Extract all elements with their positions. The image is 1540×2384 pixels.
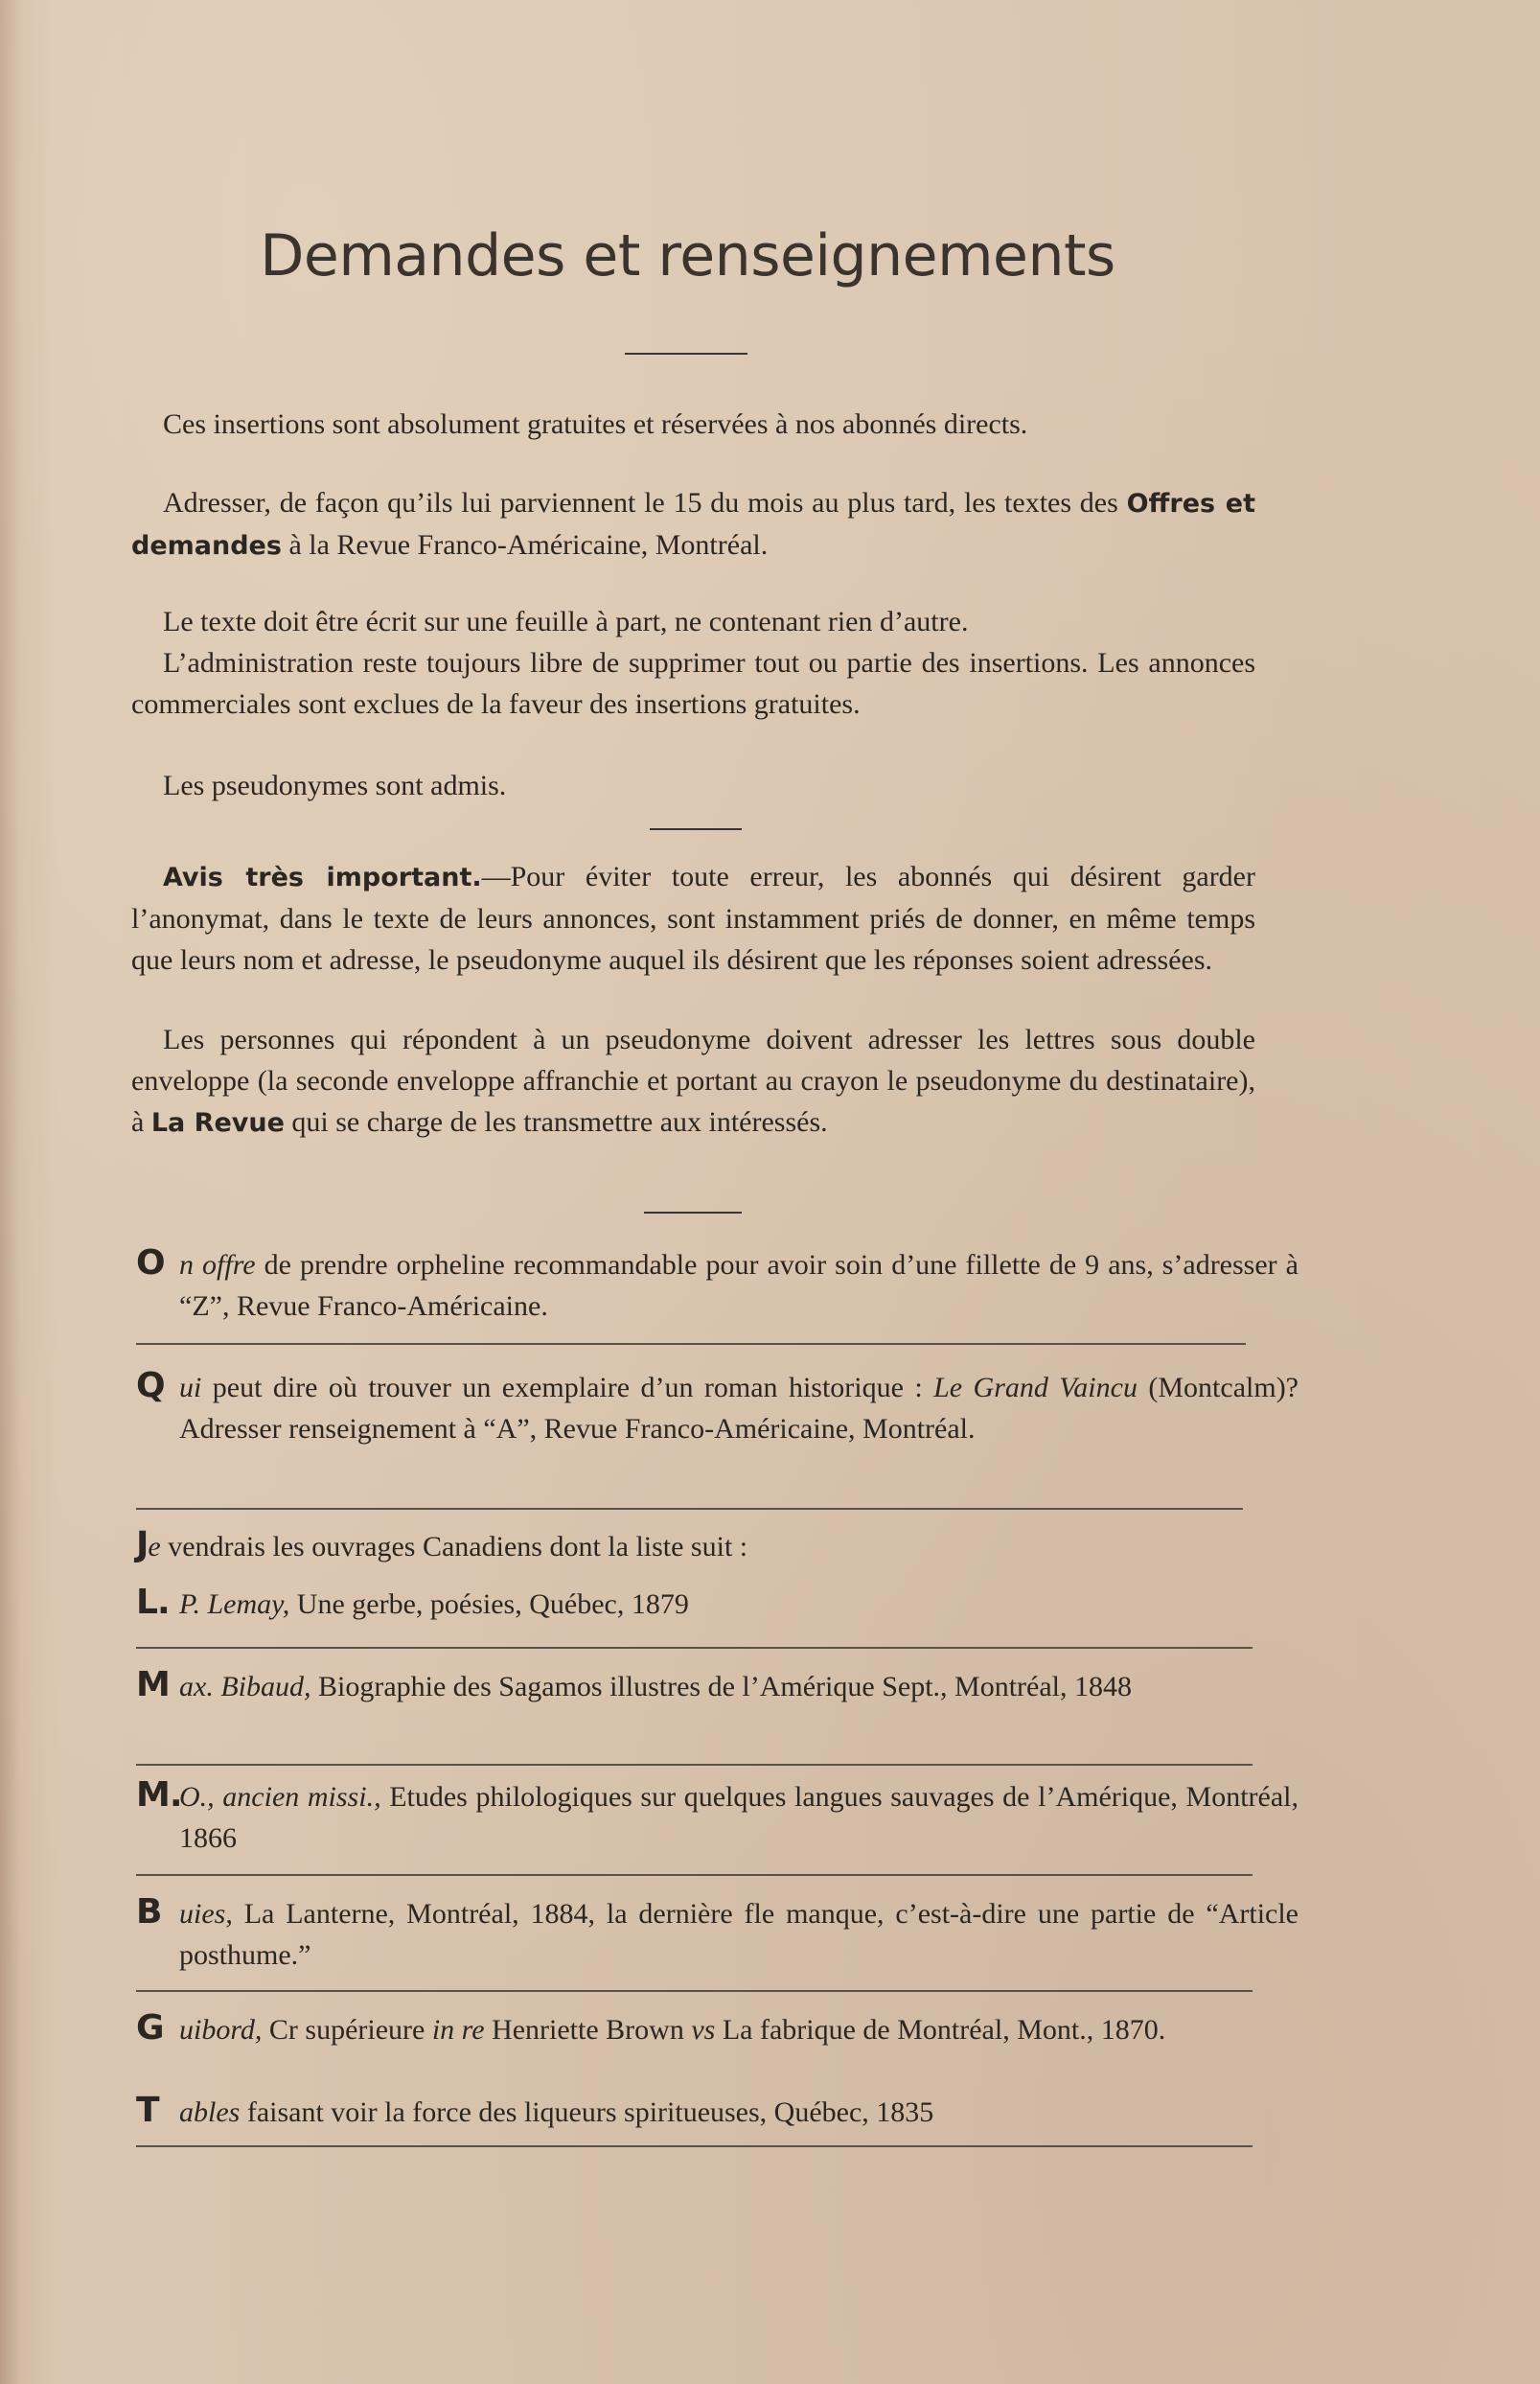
intro-paragraph-2 xyxy=(131,482,1255,567)
book-text: La Lanterne, Montréal, 1884, la dernière fle manque, c’est-à-dire une partie de “Article posthume.” xyxy=(179,1898,1299,1971)
book-title-italic: Le Grand Vaincu xyxy=(933,1372,1138,1403)
book-text: Etudes philologiques sur quelques langues sauvages de l’Amérique, Montréal, 1866 xyxy=(179,1781,1299,1854)
section-divider-2 xyxy=(644,1212,742,1214)
book-item-guibord xyxy=(136,2007,1299,2050)
author-italic: ables xyxy=(179,2096,241,2128)
book-item-bibaud xyxy=(136,1664,1299,1707)
intro-text-2b: à la Revue Franco-Américaine, Montréal. xyxy=(281,529,769,561)
drop-cap: O xyxy=(136,1243,165,1283)
drop-cap: T xyxy=(136,2091,159,2130)
book-item-tables xyxy=(136,2090,1299,2133)
ad-text: vendrais les ouvrages Canadiens dont la liste suit : xyxy=(160,1531,748,1562)
ad-lead-italic: ui xyxy=(179,1372,202,1403)
intro-paragraph-5 xyxy=(131,765,1255,806)
ad-lead-italic: e xyxy=(148,1531,161,1562)
intro-text-5: Les pseudonymes sont admis. xyxy=(163,770,507,801)
book-text: La fabrique de Montréal, Mont., 1870. xyxy=(715,2014,1166,2046)
book-text: Cr supérieure xyxy=(262,2014,432,2046)
ad-lead-italic: n offre xyxy=(179,1249,256,1281)
final-divider xyxy=(136,2145,1253,2147)
book-text: Une gerbe, poésies, Québec, 1879 xyxy=(289,1588,689,1620)
book-text: Biographie des Sagamos illustres de l’Amérique Sept., Montréal, 1848 xyxy=(310,1671,1132,1702)
offres-demandes-label: Offres et demandes xyxy=(131,489,1255,561)
drop-cap: L. xyxy=(136,1583,170,1622)
book-item-buies xyxy=(136,1891,1299,1976)
ad-text: de prendre orpheline recommandable pour avoir soin d’une fillette de 9 ans, s’adresser à “Z”, Revue Franco-Américaine. xyxy=(179,1249,1299,1322)
book-item-lemay xyxy=(136,1582,1299,1625)
la-revue-label: La Revue xyxy=(150,1108,285,1138)
section-divider-1 xyxy=(650,828,742,830)
intro-paragraph-1 xyxy=(131,404,1255,445)
author-italic: uies, xyxy=(179,1898,233,1930)
latin-italic: in re xyxy=(431,2014,485,2046)
ad-divider xyxy=(136,1343,1246,1345)
ad-text: (Montcalm)? Adresser renseignement à “A”, Revue Franco-Américaine, Montréal. xyxy=(179,1372,1299,1445)
drop-cap: G xyxy=(136,2008,164,2048)
book-text: faisant voir la force des liqueurs spiritueuses, Québec, 1835 xyxy=(240,2096,934,2128)
notice-text-2a: Les personnes qui répondent à un pseudonyme doivent adresser les lettres sous double enveloppe (la seconde enveloppe affranchie et portant au crayon le pseudonyme du destinataire), à xyxy=(131,1024,1255,1138)
intro-text-3: Le texte doit être écrit sur une feuille à part, ne contenant rien d’autre. xyxy=(163,606,969,637)
drop-cap: Q xyxy=(136,1366,165,1405)
ad-divider xyxy=(136,1508,1243,1510)
page-title: Demandes et renseignements xyxy=(260,222,1115,289)
notice-text-2b: qui se charge de les transmettre aux intéressés. xyxy=(284,1106,828,1138)
intro-paragraph-4 xyxy=(131,642,1255,725)
author-italic: P. Lemay, xyxy=(179,1588,290,1620)
notice-text-1: —Pour éviter toute erreur, les abonnés qui désirent garder l’anonymat, dans le texte de leurs annonces, sont instamment priés de donner, en même temps que leurs nom et adresse, le pseudonyme auquel ils désirent que les réponses soient adressées. xyxy=(131,861,1255,976)
book-divider xyxy=(136,1874,1253,1876)
title-divider xyxy=(625,353,747,355)
ad-text: peut dire où trouver un exemplaire d’un roman historique : xyxy=(201,1372,934,1403)
author-italic: ax. Bibaud, xyxy=(179,1671,311,1702)
author-italic: O., ancien missi., xyxy=(179,1781,381,1813)
ad-orpheline xyxy=(136,1242,1299,1327)
notice-paragraph-1 xyxy=(131,856,1255,981)
drop-cap: B xyxy=(136,1892,162,1932)
intro-text-1: Ces insertions sont absolument gratuites et réservées à nos abonnés directs. xyxy=(163,408,1028,440)
book-item-missi xyxy=(136,1774,1299,1859)
book-divider xyxy=(136,1764,1253,1766)
notice-heading: Avis très important. xyxy=(163,863,482,892)
versus-italic: vs xyxy=(691,2014,716,2046)
book-text: Henriette Brown xyxy=(484,2014,692,2046)
drop-cap: M. xyxy=(136,1775,182,1815)
author-italic: uibord, xyxy=(179,2014,263,2046)
book-divider xyxy=(136,1647,1253,1649)
intro-text-2a: Adresser, de façon qu’ils lui parviennent le 15 du mois au plus tard, les textes des xyxy=(163,487,1127,519)
ad-roman-historique xyxy=(136,1365,1299,1449)
notice-paragraph-2 xyxy=(131,1019,1255,1144)
drop-cap: J xyxy=(136,1525,149,1564)
list-intro xyxy=(136,1524,1255,1567)
intro-text-4: L’administration reste toujours libre de supprimer tout ou partie des insertions. Les annonces commerciales sont exclues de la faveur des insertions gratuites. xyxy=(131,647,1255,720)
book-divider xyxy=(136,1990,1253,1992)
intro-paragraph-3 xyxy=(131,601,1255,642)
drop-cap: M xyxy=(136,1665,170,1704)
